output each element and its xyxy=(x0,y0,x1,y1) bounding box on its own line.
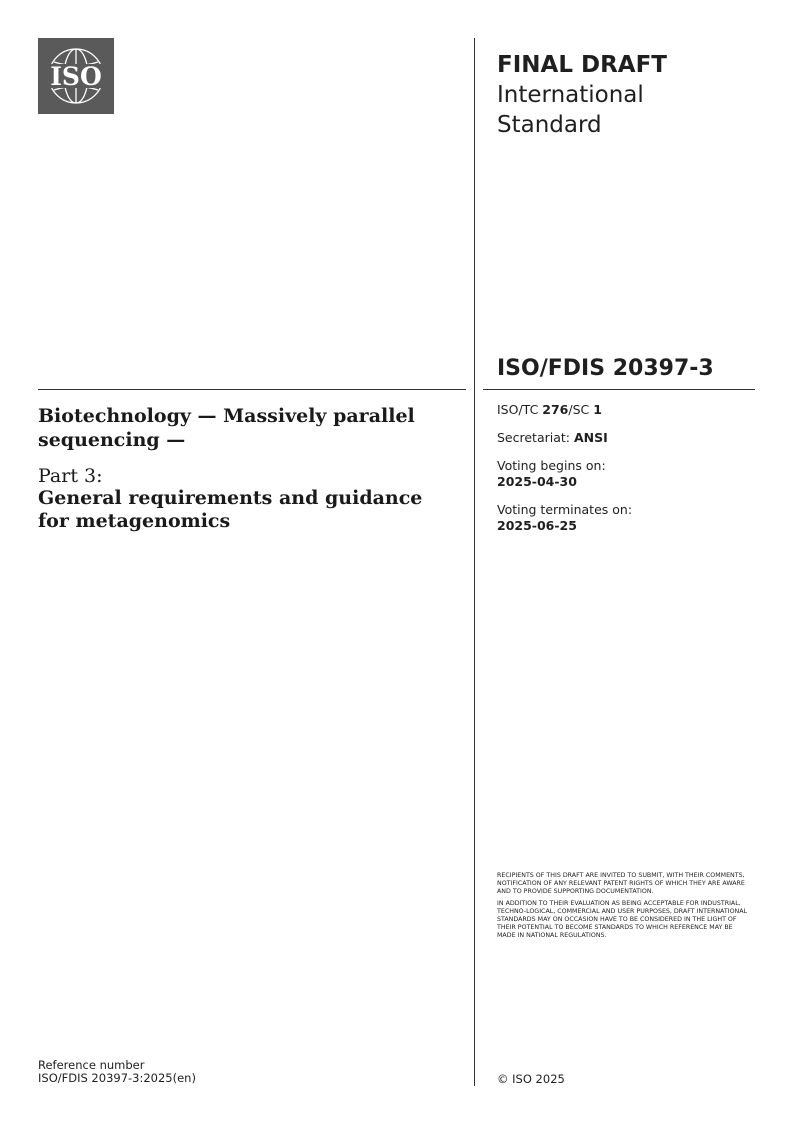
iso-logo xyxy=(38,38,114,114)
iso-logo-lettering: ISO xyxy=(50,62,102,91)
reference-value: ISO/FDIS 20397-3:2025(en) xyxy=(38,1071,196,1085)
left-horizontal-divider xyxy=(38,389,466,390)
vertical-divider xyxy=(474,38,475,1086)
secretariat: Secretariat: ANSI xyxy=(497,430,608,445)
reference-number xyxy=(38,1059,338,1085)
voting-terminates: Voting terminates on: 2025-06-25 xyxy=(497,502,633,533)
status-international: International xyxy=(497,82,644,108)
part-label: Part 3: xyxy=(38,465,103,487)
title-block xyxy=(38,404,458,533)
notice-paragraph-1: RECIPIENTS OF THIS DRAFT ARE INVITED TO SUBMIT, WITH THEIR COMMENTS, NOTIFICATION OF ANY RELEVANT PATENT RIGHTS OF WHICH THEY ARE AWARE AND TO PROVIDE SUPPORTING DOCUMENTATION. xyxy=(497,872,745,895)
part-title: General requirements and guidance for metagenomics xyxy=(38,487,423,532)
main-title: Biotechnology — Massively parallel sequencing — xyxy=(38,405,415,451)
document-number: ISO/FDIS 20397-3 xyxy=(497,356,714,381)
copyright: © ISO 2025 xyxy=(497,1072,565,1086)
committee: ISO/TC 276/SC 1 xyxy=(497,402,602,417)
notice-paragraph-2: IN ADDITION TO THEIR EVALUATION AS BEING ACCEPTABLE FOR INDUSTRIAL, TECHNO-LOGICAL, COMMERCIAL AND USER PURPOSES, DRAFT INTERNATIONAL STANDARDS MAY ON OCCASION HAVE TO BE CONSIDERED IN THE LIGHT OF THEIR POTENTIAL TO BECOME STANDARDS TO WHICH REFERENCE MAY BE MADE IN NATIONAL REGULATIONS. xyxy=(497,900,748,939)
status-standard: Standard xyxy=(497,112,602,138)
voting-begins: Voting begins on: 2025-04-30 xyxy=(497,458,606,489)
status-final-draft: FINAL DRAFT xyxy=(497,52,667,78)
iso-globe-icon xyxy=(38,38,114,114)
document-status xyxy=(497,50,757,140)
reference-label: Reference number xyxy=(38,1058,145,1072)
right-horizontal-divider xyxy=(483,389,755,390)
draft-notice xyxy=(497,872,753,944)
document-metadata xyxy=(497,402,757,546)
